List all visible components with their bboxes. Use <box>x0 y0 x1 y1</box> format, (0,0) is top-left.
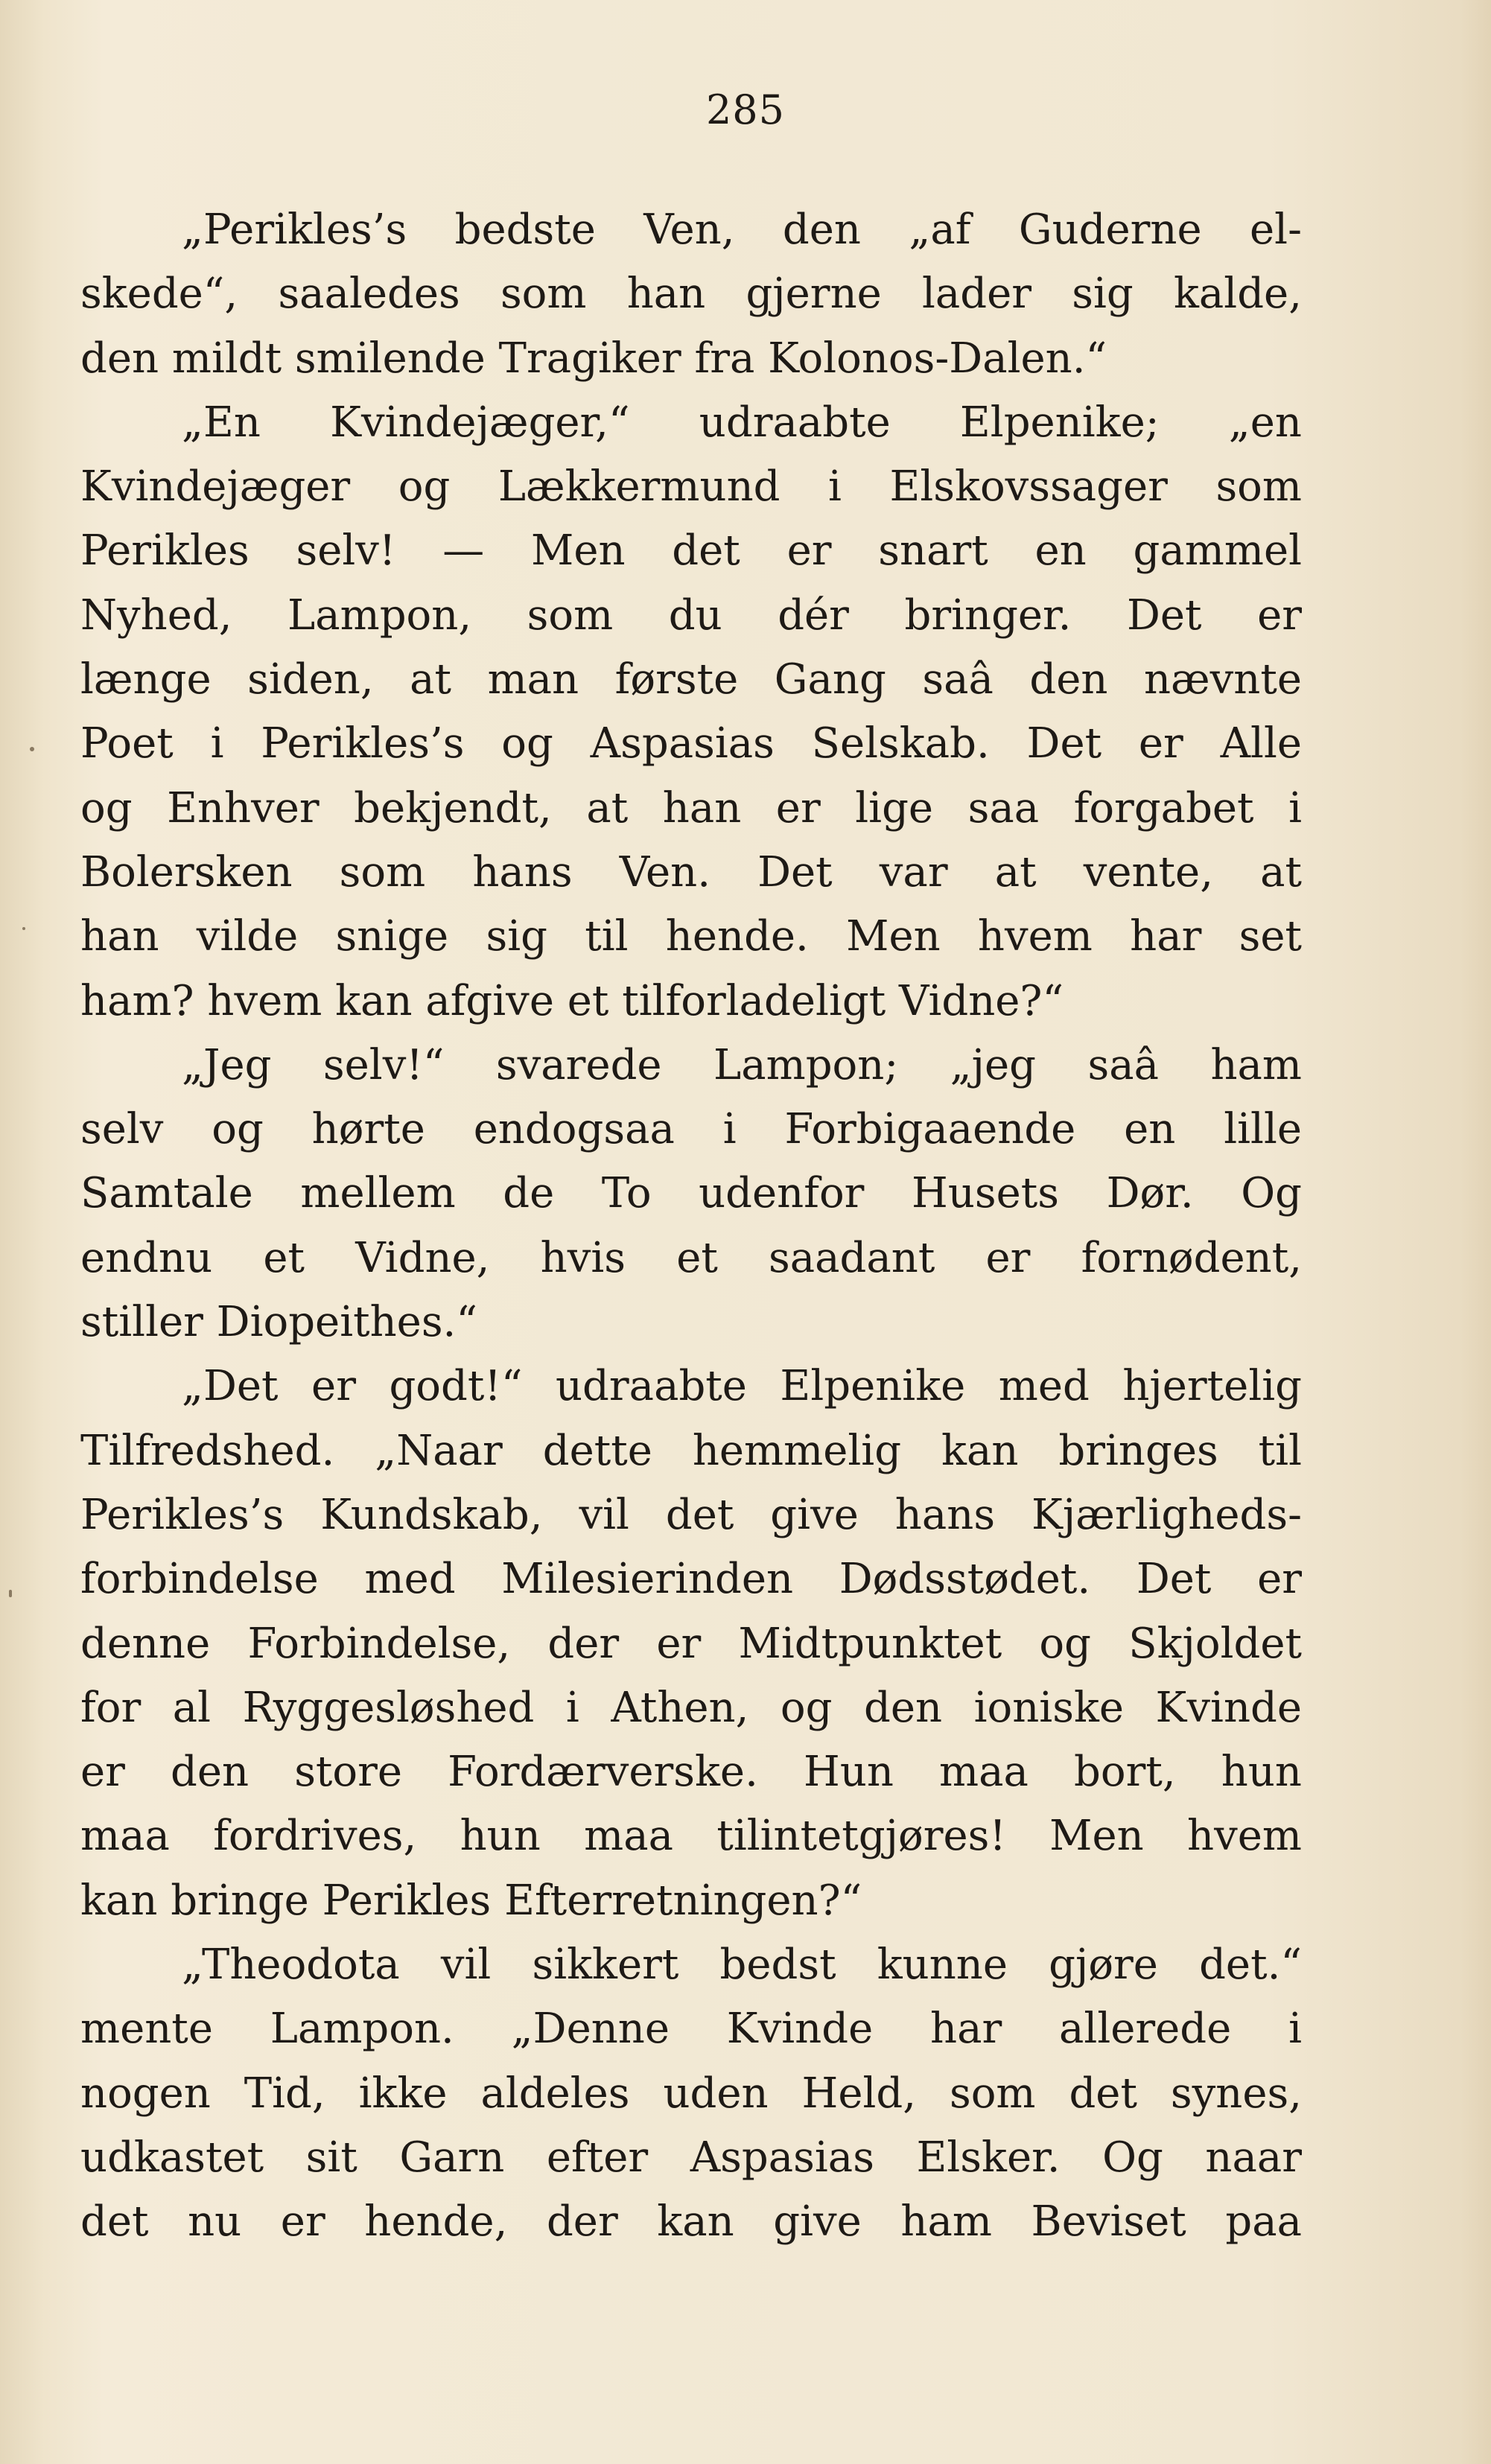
body-text <box>80 198 1302 2255</box>
text-line: „Det er godt!“ udraabte Elpenike med hjertelig <box>182 1362 1302 1411</box>
text-line: „En Kvindejæger,“ udraabte Elpenike; „en <box>182 398 1302 447</box>
text-line: selv og hørte endogsaa i Forbigaaende en lille <box>80 1105 1302 1154</box>
paper-speck <box>9 1590 12 1597</box>
text-line: Samtale mellem de To udenfor Husets Dør. Og <box>80 1169 1302 1218</box>
text-line: stiller Diopeithes.“ <box>80 1298 477 1347</box>
text-line: for al Ryggesløshed i Athen, og den ioniske Kvinde <box>80 1683 1302 1732</box>
text-line: „Jeg selv!“ svarede Lampon; „jeg saâ ham <box>182 1040 1302 1089</box>
text-line: „Theodota vil sikkert bedst kunne gjøre det.“ <box>182 1941 1302 1990</box>
text-line: Bolersken som hans Ven. Det var at vente, at <box>80 847 1302 897</box>
text-line: det nu er hende, der kan give ham Beviset paa <box>80 2197 1302 2247</box>
text-line: endnu et Vidne, hvis et saadant er fornødent, <box>80 1233 1302 1282</box>
text-line: og Enhver bekjendt, at han er lige saa forgabet i <box>80 783 1302 833</box>
text-line: Perikles selv! — Men det er snart en gammel <box>80 526 1302 576</box>
text-line: maa fordrives, hun maa tilintetgjøres! Men hvem <box>80 1812 1302 1861</box>
text-line: Kvindejæger og Lækkermund i Elskovssager som <box>80 462 1302 512</box>
text-line: udkastet sit Garn efter Aspasias Elsker. Og naar <box>80 2133 1302 2182</box>
text-line: den mildt smilende Tragiker fra Kolonos-Dalen.“ <box>80 334 1107 383</box>
page-number: 285 <box>705 86 786 133</box>
text-line: Tilfredshed. „Naar dette hemmelig kan bringes til <box>80 1426 1302 1475</box>
text-line: nogen Tid, ikke aldeles uden Held, som det synes, <box>80 2069 1302 2118</box>
text-line: Perikles’s Kundskab, vil det give hans Kjærligheds- <box>80 1490 1302 1539</box>
text-line: „Perikles’s bedste Ven, den „af Guderne el- <box>182 206 1302 254</box>
text-line: denne Forbindelse, der er Midtpunktet og Skjoldet <box>80 1619 1302 1668</box>
text-line: er den store Fordærverske. Hun maa bort, hun <box>80 1748 1302 1797</box>
text-line: skede“, saaledes som han gjerne lader sig kalde, <box>80 270 1302 319</box>
text-line: mente Lampon. „Denne Kvinde har allerede i <box>80 2005 1302 2054</box>
text-line: forbindelse med Milesierinden Dødsstødet. Det er <box>80 1555 1302 1604</box>
text-line: Nyhed, Lampon, som du dér bringer. Det er <box>80 590 1302 640</box>
paper-speck <box>30 747 34 751</box>
text-line: Poet i Perikles’s og Aspasias Selskab. Det er Alle <box>80 719 1302 768</box>
text-line: ham? hvem kan afgive et tilforladeligt Vidne?“ <box>80 976 1064 1025</box>
text-line: længe siden, at man første Gang saâ den nævnte <box>80 655 1302 704</box>
text-line: han vilde snige sig til hende. Men hvem har set <box>80 912 1302 961</box>
paper-speck <box>22 927 25 930</box>
text-line: kan bringe Perikles Efterretningen?“ <box>80 1876 862 1925</box>
